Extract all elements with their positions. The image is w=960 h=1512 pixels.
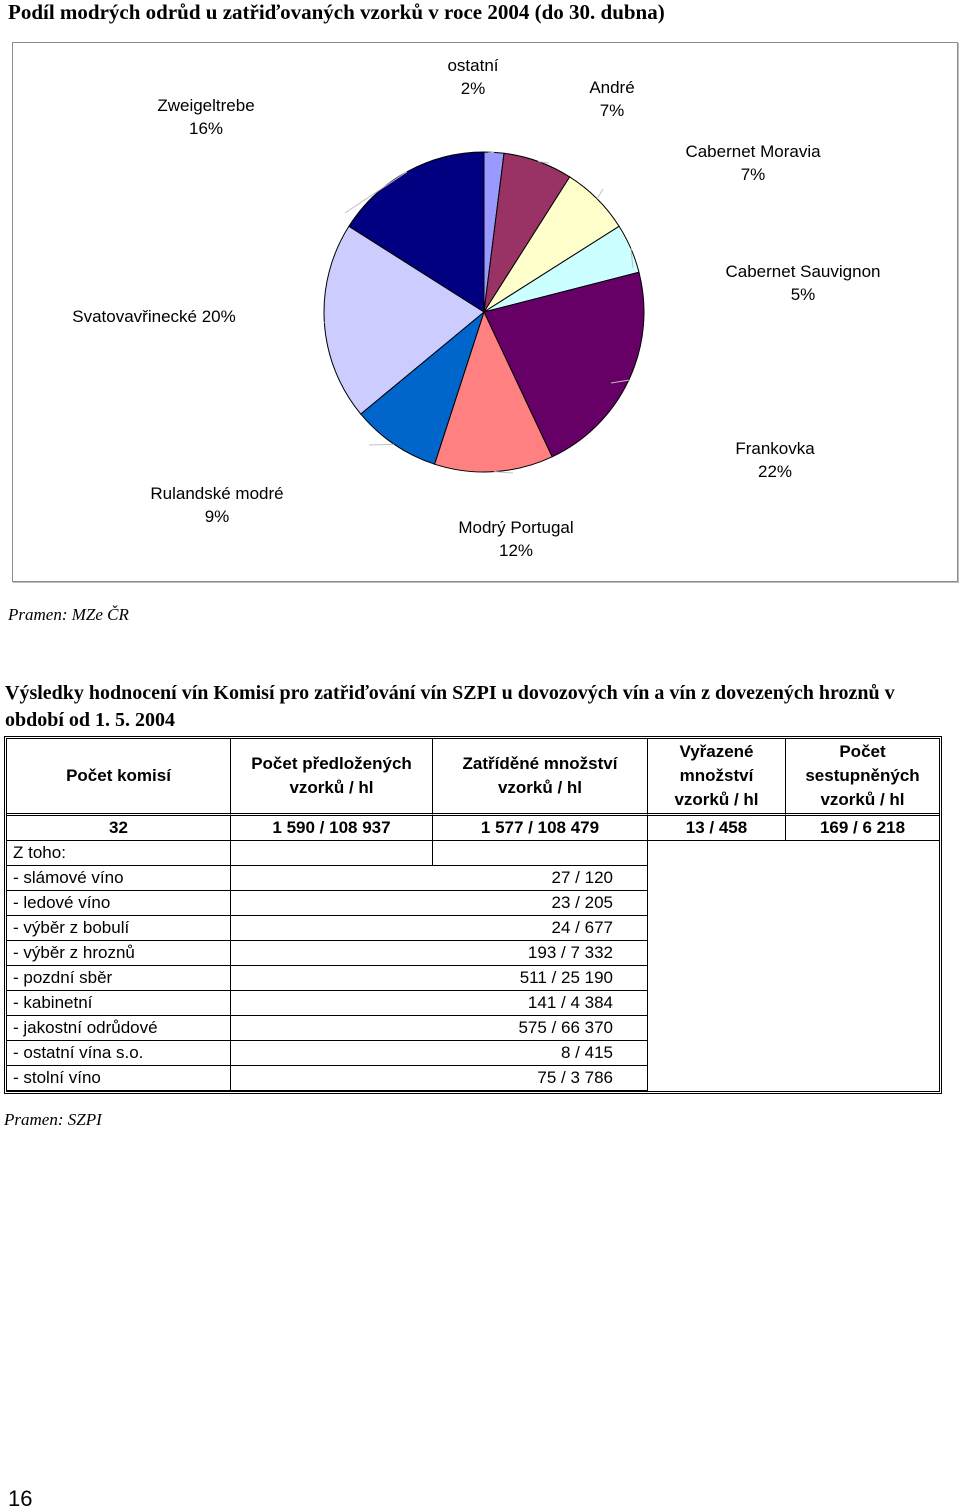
totals-komisi: 32 xyxy=(7,816,231,841)
row-label: - výběr z bobulí xyxy=(7,916,231,941)
row-label: - stolní víno xyxy=(7,1066,231,1091)
table-row xyxy=(7,841,939,866)
pie-label: Cabernet Moravia 7% xyxy=(685,142,821,184)
row-value: 23 / 205 xyxy=(231,891,648,916)
row-label: - ostatní vína s.o. xyxy=(7,1041,231,1066)
header-sestupnenych: Počet sestupněných vzorků / hl xyxy=(786,739,939,816)
leader-line xyxy=(488,152,494,153)
results-table xyxy=(4,736,942,1094)
totals-predlozenych: 1 590 / 108 937 xyxy=(231,816,433,841)
row-label: - slámové víno xyxy=(7,866,231,891)
table-header-row xyxy=(7,739,939,816)
leader-line xyxy=(369,444,394,445)
pie-label: Rulandské modré 9% xyxy=(150,484,283,526)
section-title: Výsledky hodnocení vín Komisí pro zatřiďování vín SZPI u dovozových vín a vín z dovezených hroznů v období od 1. 5. 2004 xyxy=(5,680,905,734)
row-value: 575 / 66 370 xyxy=(231,1016,648,1041)
row-value: 27 / 120 xyxy=(231,866,648,891)
row-value: 193 / 7 332 xyxy=(231,941,648,966)
table-cell xyxy=(433,841,648,866)
header-vyrazene: Vyřazené množství vzorků / hl xyxy=(648,739,786,816)
totals-sestupnenych: 169 / 6 218 xyxy=(786,816,939,841)
page-number: 16 xyxy=(8,1486,32,1512)
row-value: 24 / 677 xyxy=(231,916,648,941)
pie-label: Frankovka 22% xyxy=(735,439,815,481)
totals-zatridene: 1 577 / 108 479 xyxy=(433,816,648,841)
row-value: 141 / 4 384 xyxy=(231,991,648,1016)
row-value: 75 / 3 786 xyxy=(231,1066,648,1091)
pie-label: Zweigeltrebe 16% xyxy=(157,96,254,138)
pie-label: André 7% xyxy=(589,78,634,120)
leader-line xyxy=(597,189,603,199)
pie-chart xyxy=(12,42,958,582)
page-title: Podíl modrých odrůd u zatřiďovaných vzorků v roce 2004 (do 30. dubna) xyxy=(8,0,665,25)
header-pocet-komisi: Počet komisí xyxy=(7,739,231,816)
header-zatridene: Zatříděné množství vzorků / hl xyxy=(433,739,648,816)
row-label: - jakostní odrůdové xyxy=(7,1016,231,1041)
pie-chart-svg xyxy=(13,43,957,581)
table-source: Pramen: SZPI xyxy=(4,1110,102,1130)
pie-label: Modrý Portugal 12% xyxy=(458,518,573,560)
pie-label: ostatní 2% xyxy=(447,56,498,98)
row-label: - výběr z hroznů xyxy=(7,941,231,966)
table-cell xyxy=(231,841,433,866)
header-predlozenych: Počet předložených vzorků / hl xyxy=(231,739,433,816)
row-value: 8 / 415 xyxy=(231,1041,648,1066)
chart-source: Pramen: MZe ČR xyxy=(8,605,129,625)
table-empty-area xyxy=(648,841,939,1091)
row-label: - pozdní sběr xyxy=(7,966,231,991)
totals-vyrazene: 13 / 458 xyxy=(648,816,786,841)
row-label: - kabinetní xyxy=(7,991,231,1016)
breakdown-label: Z toho: xyxy=(7,841,231,866)
pie-label: Cabernet Sauvignon 5% xyxy=(725,262,880,304)
pie-label: Svatovavřinecké 20% xyxy=(72,307,235,326)
row-label: - ledové víno xyxy=(7,891,231,916)
row-value: 511 / 25 190 xyxy=(231,966,648,991)
table-totals-row xyxy=(7,816,939,841)
leader-line xyxy=(494,472,513,473)
